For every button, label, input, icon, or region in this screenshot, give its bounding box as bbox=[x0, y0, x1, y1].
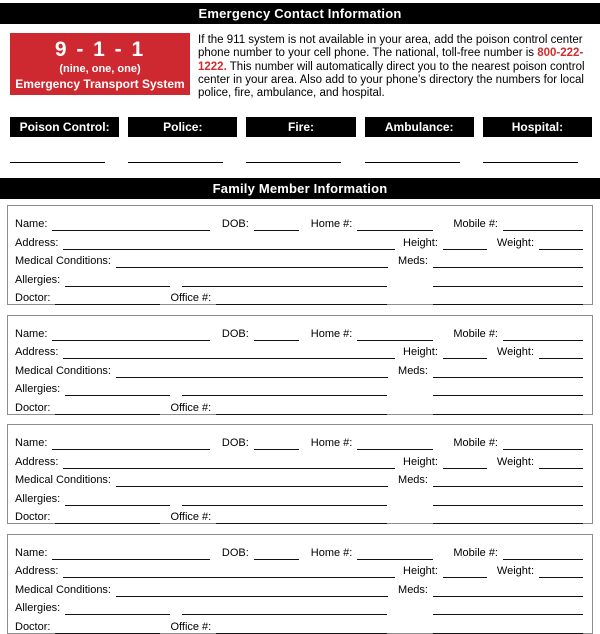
doctor-row bbox=[15, 396, 583, 415]
allergies-row bbox=[15, 487, 583, 506]
height-write-in-line bbox=[443, 248, 487, 250]
medical-conditions-row bbox=[15, 359, 583, 378]
contact-cell-ambulance bbox=[365, 117, 474, 163]
medical-conditions-write-in-line bbox=[116, 376, 388, 378]
office-phone-label: Office #: bbox=[170, 292, 212, 305]
doctor-label: Doctor: bbox=[15, 511, 51, 524]
instructions-text-before: If the 911 system is not available in your area, add the poison control center phone number to your cell phone. The national, toll-free number is bbox=[198, 34, 583, 60]
height-label: Height: bbox=[403, 236, 438, 249]
allergies-label: Allergies: bbox=[15, 383, 61, 396]
home-phone-label: Home #: bbox=[310, 437, 353, 450]
address-label: Address: bbox=[15, 565, 59, 578]
weight-write-in-line bbox=[539, 576, 583, 578]
name-write-in-line bbox=[52, 229, 209, 231]
office-phone-write-in-line bbox=[216, 303, 387, 305]
allergies-continuation-line bbox=[182, 504, 387, 506]
intro-section bbox=[10, 33, 591, 100]
dob-label: DOB: bbox=[221, 437, 249, 450]
ambulance-write-in-line bbox=[365, 162, 460, 163]
doctor-label: Doctor: bbox=[15, 401, 51, 414]
hospital-label-box: Hospital: bbox=[483, 117, 592, 137]
home-phone-write-in-line bbox=[357, 448, 433, 450]
weight-label: Weight: bbox=[496, 565, 534, 578]
fire-label-box: Fire: bbox=[246, 117, 355, 137]
dob-label: DOB: bbox=[221, 546, 249, 559]
name-write-in-line bbox=[52, 339, 209, 341]
meds-continuation-line-1 bbox=[433, 394, 583, 396]
home-phone-label: Home #: bbox=[310, 218, 353, 231]
meds-label: Meds: bbox=[398, 474, 428, 487]
poison-control-label-box: Poison Control: bbox=[10, 117, 119, 137]
meds-continuation-line-1 bbox=[433, 613, 583, 615]
mobile-phone-label: Mobile #: bbox=[453, 437, 498, 450]
doctor-label: Doctor: bbox=[15, 292, 51, 305]
call-911-box bbox=[10, 33, 190, 95]
allergies-row bbox=[15, 597, 583, 616]
weight-label: Weight: bbox=[496, 236, 534, 249]
instructions-text-after: This number will automatically direct you to the nearest poison control center in your area. Also add to your phone’s directory the numbers for local police, fire, ambulance, and hospital. bbox=[198, 60, 585, 100]
doctor-label: Doctor: bbox=[15, 620, 51, 633]
meds-continuation-line-1 bbox=[433, 285, 583, 287]
doctor-write-in-line bbox=[55, 522, 160, 524]
height-label: Height: bbox=[403, 346, 438, 359]
medical-conditions-label: Medical Conditions: bbox=[15, 474, 111, 487]
meds-write-in-line bbox=[433, 266, 583, 268]
medical-conditions-label: Medical Conditions: bbox=[15, 255, 111, 268]
mobile-phone-label: Mobile #: bbox=[453, 327, 498, 340]
family-member-box bbox=[7, 424, 593, 524]
poison-control-phone-number: 800-222-1222. bbox=[198, 47, 584, 73]
home-phone-write-in-line bbox=[357, 558, 433, 560]
poison-control-write-in-line bbox=[10, 162, 105, 163]
address-write-in-line bbox=[63, 576, 395, 578]
mobile-phone-write-in-line bbox=[503, 558, 583, 560]
height-write-in-line bbox=[443, 357, 487, 359]
contact-cell-police bbox=[128, 117, 237, 163]
emergency-header-bar bbox=[0, 3, 600, 24]
hospital-write-in-line bbox=[483, 162, 578, 163]
meds-write-in-line bbox=[433, 595, 583, 597]
weight-label: Weight: bbox=[496, 346, 534, 359]
address-label: Address: bbox=[15, 236, 59, 249]
allergies-label: Allergies: bbox=[15, 492, 61, 505]
contact-cell-poison-control bbox=[10, 117, 119, 163]
office-phone-label: Office #: bbox=[170, 511, 212, 524]
name-label: Name: bbox=[15, 218, 48, 231]
weight-label: Weight: bbox=[496, 455, 534, 468]
doctor-row bbox=[15, 287, 583, 306]
meds-label: Meds: bbox=[398, 255, 428, 268]
name-row bbox=[15, 322, 583, 341]
office-phone-write-in-line bbox=[216, 522, 387, 524]
mobile-phone-write-in-line bbox=[503, 229, 583, 231]
allergies-write-in-line bbox=[65, 613, 170, 615]
meds-continuation-line-2 bbox=[433, 303, 583, 305]
police-label-box: Police: bbox=[128, 117, 237, 137]
name-label: Name: bbox=[15, 546, 48, 559]
address-write-in-line bbox=[63, 248, 395, 250]
meds-label: Meds: bbox=[398, 583, 428, 596]
address-row bbox=[15, 231, 583, 250]
address-row bbox=[15, 341, 583, 360]
name-label: Name: bbox=[15, 437, 48, 450]
doctor-write-in-line bbox=[55, 303, 160, 305]
weight-write-in-line bbox=[539, 248, 583, 250]
meds-write-in-line bbox=[433, 376, 583, 378]
allergies-write-in-line bbox=[65, 504, 170, 506]
height-write-in-line bbox=[443, 576, 487, 578]
name-row bbox=[15, 431, 583, 450]
address-label: Address: bbox=[15, 455, 59, 468]
poison-control-instructions bbox=[198, 33, 591, 100]
allergies-label: Allergies: bbox=[15, 273, 61, 286]
allergies-label: Allergies: bbox=[15, 602, 61, 615]
dob-label: DOB: bbox=[221, 327, 249, 340]
family-boxes-container bbox=[7, 205, 593, 634]
family-info-title: Family Member Information bbox=[212, 181, 388, 197]
weight-write-in-line bbox=[539, 467, 583, 469]
name-write-in-line bbox=[52, 448, 209, 450]
name-row bbox=[15, 541, 583, 560]
medical-conditions-row bbox=[15, 578, 583, 597]
height-label: Height: bbox=[403, 565, 438, 578]
name-write-in-line bbox=[52, 558, 209, 560]
dob-write-in-line bbox=[254, 229, 299, 231]
emergency-contact-form-page bbox=[0, 3, 600, 633]
weight-write-in-line bbox=[539, 357, 583, 359]
office-phone-write-in-line bbox=[216, 413, 387, 415]
allergies-write-in-line bbox=[65, 394, 170, 396]
address-write-in-line bbox=[63, 467, 395, 469]
meds-continuation-line-2 bbox=[433, 522, 583, 524]
height-label: Height: bbox=[403, 455, 438, 468]
office-phone-label: Office #: bbox=[170, 401, 212, 414]
height-write-in-line bbox=[443, 467, 487, 469]
mobile-phone-label: Mobile #: bbox=[453, 546, 498, 559]
allergies-continuation-line bbox=[182, 285, 387, 287]
home-phone-label: Home #: bbox=[310, 327, 353, 340]
meds-continuation-line-1 bbox=[433, 504, 583, 506]
family-info-bar bbox=[0, 178, 600, 199]
emergency-header-title: Emergency Contact Information bbox=[198, 6, 402, 21]
medical-conditions-label: Medical Conditions: bbox=[15, 583, 111, 596]
name-row bbox=[15, 212, 583, 231]
dob-write-in-line bbox=[254, 339, 299, 341]
call-911-number: 9 - 1 - 1 bbox=[54, 38, 146, 62]
address-row bbox=[15, 450, 583, 469]
police-write-in-line bbox=[128, 162, 223, 163]
medical-conditions-row bbox=[15, 469, 583, 488]
mobile-phone-write-in-line bbox=[503, 339, 583, 341]
mobile-phone-label: Mobile #: bbox=[453, 218, 498, 231]
allergies-continuation-line bbox=[182, 613, 387, 615]
allergies-write-in-line bbox=[65, 285, 170, 287]
meds-continuation-line-2 bbox=[433, 413, 583, 415]
address-write-in-line bbox=[63, 357, 395, 359]
mobile-phone-write-in-line bbox=[503, 448, 583, 450]
contact-cell-hospital bbox=[483, 117, 592, 163]
family-member-box bbox=[7, 205, 593, 305]
dob-write-in-line bbox=[254, 448, 299, 450]
fire-write-in-line bbox=[246, 162, 341, 163]
allergies-row bbox=[15, 378, 583, 397]
local-contacts-row bbox=[10, 117, 592, 163]
home-phone-write-in-line bbox=[357, 339, 433, 341]
medical-conditions-row bbox=[15, 250, 583, 269]
ambulance-label-box: Ambulance: bbox=[365, 117, 474, 137]
medical-conditions-label: Medical Conditions: bbox=[15, 364, 111, 377]
address-label: Address: bbox=[15, 346, 59, 359]
meds-label: Meds: bbox=[398, 364, 428, 377]
doctor-write-in-line bbox=[55, 413, 160, 415]
medical-conditions-write-in-line bbox=[116, 485, 388, 487]
doctor-row bbox=[15, 615, 583, 634]
home-phone-write-in-line bbox=[357, 229, 433, 231]
contact-cell-fire bbox=[246, 117, 355, 163]
medical-conditions-write-in-line bbox=[116, 595, 388, 597]
family-member-box bbox=[7, 534, 593, 634]
name-label: Name: bbox=[15, 327, 48, 340]
dob-label: DOB: bbox=[221, 218, 249, 231]
allergies-continuation-line bbox=[182, 394, 387, 396]
meds-write-in-line bbox=[433, 485, 583, 487]
family-member-box bbox=[7, 315, 593, 415]
dob-write-in-line bbox=[254, 558, 299, 560]
allergies-row bbox=[15, 268, 583, 287]
doctor-row bbox=[15, 506, 583, 525]
address-row bbox=[15, 560, 583, 579]
home-phone-label: Home #: bbox=[310, 546, 353, 559]
office-phone-label: Office #: bbox=[170, 620, 212, 633]
call-911-caption: Emergency Transport System bbox=[15, 77, 185, 91]
medical-conditions-write-in-line bbox=[116, 266, 388, 268]
call-911-phonetic: (nine, one, one) bbox=[59, 63, 141, 76]
